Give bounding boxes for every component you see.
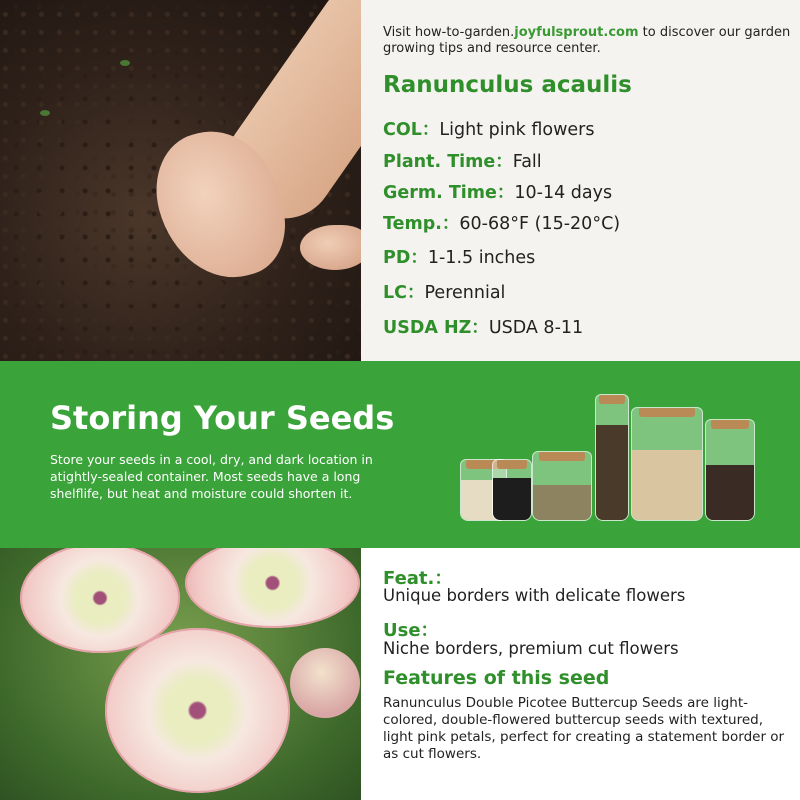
jar-icon [631, 407, 703, 521]
flower-icon [185, 548, 360, 628]
top-section [0, 0, 800, 361]
bud-icon [290, 648, 360, 718]
visit-text [383, 25, 793, 57]
info-panel [361, 0, 800, 361]
storing-band [0, 361, 800, 548]
attr-temp [383, 210, 620, 235]
ranunculus-flowers-image [0, 548, 361, 800]
attr-value: 10-14 days [514, 183, 613, 203]
attr-germ-time [383, 179, 612, 204]
jar-icon [595, 394, 629, 521]
feat-value: Unique borders with delicate flowers [383, 586, 686, 605]
attr-key: PD： [383, 248, 428, 268]
attr-key: LC： [383, 283, 425, 303]
species-title: Ranunculus acaulis [383, 72, 632, 98]
attr-usda-zone [383, 314, 583, 339]
features-body: Ranunculus Double Picotee Buttercup Seeds are light-colored, double-flowered buttercup seeds with textured, light pink petals, perfect for creating a statement border or as cut flowers. [383, 695, 785, 762]
attr-plant-time [383, 148, 542, 173]
attr-planting-depth [383, 244, 535, 269]
visit-prefix: Visit how-to-garden. [383, 25, 515, 40]
attr-key: Temp.： [383, 214, 460, 234]
site-link[interactable]: joyfulsprout.com [514, 25, 639, 40]
storing-title: Storing Your Seeds [50, 399, 395, 437]
fingers-shape [300, 225, 361, 270]
attr-key: Plant. Time： [383, 152, 513, 172]
attr-value: Light pink flowers [439, 120, 595, 140]
attr-key: COL： [383, 120, 440, 140]
attr-value: 1-1.5 inches [427, 248, 536, 268]
attr-key: USDA HZ： [383, 318, 489, 338]
soil-hand-image [0, 0, 361, 361]
attr-value: Fall [512, 152, 542, 172]
visit-suffix: to discover our garden growing tips and resource center. [383, 25, 791, 56]
feat-label: Feat.： [383, 568, 453, 589]
attr-life-cycle [383, 279, 505, 304]
seed-jars-image [455, 381, 765, 531]
jar-icon [705, 419, 755, 521]
attr-value: USDA 8-11 [488, 318, 584, 338]
sprout-icon [120, 60, 130, 66]
description-panel [361, 548, 800, 800]
attr-key: Germ. Time： [383, 183, 515, 203]
use-value: Niche borders, premium cut flowers [383, 639, 679, 658]
attr-value: Perennial [424, 283, 506, 303]
flower-icon [105, 628, 290, 793]
use-label: Use： [383, 620, 439, 641]
jar-icon [492, 459, 532, 521]
jar-icon [532, 451, 592, 521]
sprout-icon [40, 110, 50, 116]
attr-value: 60-68°F (15-20°C) [459, 214, 621, 234]
storing-body: Store your seeds in a cool, dry, and dark location in atightly-sealed container. Most seeds have a long shelflife, but heat and moisture could shorten it. [50, 452, 373, 501]
features-title: Features of this seed [383, 667, 610, 689]
attr-color [383, 116, 595, 141]
